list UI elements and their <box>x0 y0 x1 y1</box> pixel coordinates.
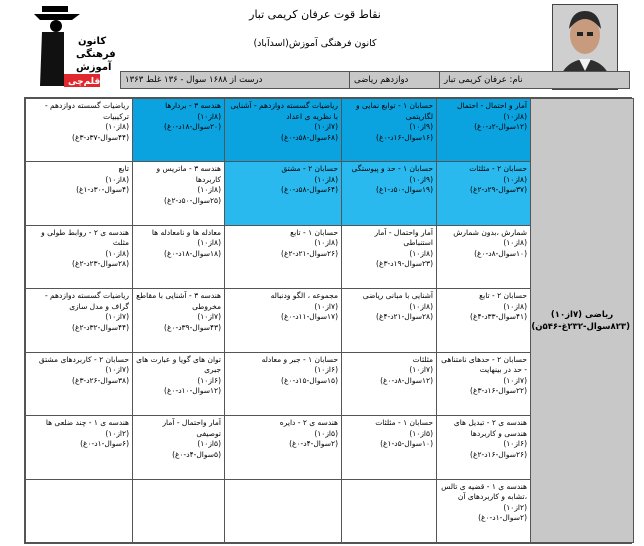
topic-level: (۸از۱۰) <box>197 238 221 248</box>
topic-cell <box>225 225 342 288</box>
topic-title: آمار و احتمال - احتمال <box>457 101 527 110</box>
topic-stats: (۲۳سوال-۱۹د-۳غ) <box>376 259 433 269</box>
topic-cell <box>26 479 133 542</box>
topic-title: ریاضیات گسسته دوازدهم - آشنایی با نظریه ی اعداد <box>230 101 338 121</box>
logo-line-2: فرهنگی <box>76 49 116 60</box>
topic-cell <box>225 479 342 542</box>
topic-level: (۷از۱۰) <box>409 365 433 375</box>
kanoon-logo <box>20 2 116 90</box>
topic-cell <box>437 352 531 415</box>
topic-cell <box>342 289 437 352</box>
topic-title: هندسه ۳ - آشنایی با مقاطع مخروطی <box>136 291 221 311</box>
topic-level: (۶از۱۰) <box>314 365 338 375</box>
topic-level: (۷از۱۰) <box>105 365 129 375</box>
topic-title: هندسه ۳ - بردارها <box>165 101 221 110</box>
topic-stats: (۴۴سوال-۳۷د-۳غ) <box>72 132 129 142</box>
topic-level: (۸از۱۰) <box>503 238 527 248</box>
topic-level: (۸از۱۰) <box>105 248 129 258</box>
topic-title: حسابان ۱ - تابع <box>290 227 338 237</box>
topic-cell <box>133 225 225 288</box>
topic-cell <box>342 416 437 479</box>
topic-level: (۸از۱۰) <box>409 248 433 258</box>
overall-stats: ۱۳۶۳ درست از ۱۶۸۸ سوال - ۱۳۶ غلط <box>125 75 263 85</box>
topic-cell <box>26 162 133 225</box>
topic-title: مثلثات <box>412 354 433 364</box>
topic-level: (۷از۱۰) <box>314 301 338 311</box>
topic-title: آمار واحتمال - آمار توصیفی <box>162 418 221 438</box>
topic-level: (۸از۱۰) <box>409 301 433 311</box>
topic-stats: (۲۵سوال-۵۰د-۲غ) <box>164 195 221 205</box>
topic-title: حسابان ۱ - حد و پیوستگی <box>351 164 433 174</box>
topic-stats: (۴۱سوال-۳۳د-۴غ) <box>470 312 527 322</box>
topic-level: (۸از۱۰) <box>105 174 129 184</box>
topic-stats: (۶۸سوال-۵۸د-۰غ) <box>281 132 338 142</box>
topic-stats: (۱۷سوال-۱۱د-۰غ) <box>281 312 338 322</box>
report-subtitle: کانون فرهنگی آموزش(اسدآباد) <box>253 38 377 49</box>
topic-cell <box>342 479 437 542</box>
topic-title: هندسه ی ۲ - تبدیل های هندسی و کاربردها <box>453 418 527 438</box>
student-grade: دوازدهم ریاضی <box>349 72 439 88</box>
topic-level: (۵از۱۰) <box>314 428 338 438</box>
topic-cell <box>26 225 133 288</box>
logo-line-1: کانون <box>78 36 107 47</box>
topic-cell <box>133 99 225 162</box>
topic-level: (۷از۱۰) <box>314 122 338 131</box>
subject-name: ریاضی (۷از۱۰) <box>550 309 614 320</box>
topic-stats: (۲۲سوال-۱۶د-۳غ) <box>470 386 527 396</box>
logo-line-4: قلم‌چی <box>68 77 101 87</box>
topic-title: آمار واحتمال - آمار استنباطی <box>374 227 433 248</box>
topic-level: (۸از۱۰) <box>314 174 338 184</box>
topic-stats: (۳۸سوال-۲۶د-۳غ) <box>72 375 129 385</box>
topic-title: شمارش ،بدون شمارش <box>453 227 527 237</box>
topic-cell <box>437 289 531 352</box>
topic-cell <box>26 289 133 352</box>
topic-level: (۶از۱۰) <box>503 439 527 449</box>
topic-stats: (۱۹سوال-۵۰د-۱غ) <box>376 185 433 195</box>
topic-stats: (۱۵سوال-۱۵د-۰غ) <box>281 375 338 385</box>
topic-stats: (۶۴سوال-۵۸د-۰غ) <box>281 185 338 195</box>
table-row <box>26 99 634 162</box>
topic-stats: (۲۸سوال-۲۳د-۲غ) <box>72 259 129 269</box>
topic-cell <box>26 352 133 415</box>
topic-title: هندسه ۳ - ماتریس و کاربردها <box>156 164 221 184</box>
topic-level: (۹از۱۰) <box>409 122 433 131</box>
strengths-table <box>25 98 634 543</box>
topic-level: (۹از۱۰) <box>409 174 433 184</box>
topic-level: (۶از۱۰) <box>197 375 221 385</box>
topic-cell <box>225 289 342 352</box>
topic-cell <box>342 352 437 415</box>
topic-title: ریاضیات گسسته دوازدهم - ترکیبیات <box>44 101 129 121</box>
topic-cell <box>133 479 225 542</box>
topic-stats: (۶سوال-۱د-۰غ) <box>80 439 129 449</box>
topic-cell <box>342 225 437 288</box>
topic-cell <box>437 99 531 162</box>
report-title: نقاط قوت عرفان کریمی تبار <box>249 8 381 21</box>
topic-cell <box>437 225 531 288</box>
topic-level: (۸از۱۰) <box>105 122 129 131</box>
topic-stats: (۴سوال-۳۰د-۱غ) <box>76 185 129 195</box>
topic-cell <box>133 289 225 352</box>
topic-stats: (۳۷سوال-۲۹د-۲غ) <box>470 185 527 195</box>
topic-stats: (۴۴سوال-۳۲د-۲غ) <box>72 322 129 332</box>
topic-level: (۸از۱۰) <box>197 111 221 121</box>
topic-cell <box>133 162 225 225</box>
topic-cell <box>26 416 133 479</box>
topic-title: حسابان ۲ - حدهای نامتناهی - حد در بینهایت <box>441 354 527 375</box>
topic-stats: (۲۶سوال-۱۶د-۲غ) <box>470 449 527 459</box>
topic-stats: (۵سوال-۴د-۰غ) <box>172 449 221 459</box>
student-name: نام: عرفان کریمی تبار <box>439 72 629 88</box>
topic-cell <box>225 352 342 415</box>
topic-cell <box>133 416 225 479</box>
topic-title: حسابان ۲ - مثلثات <box>469 164 527 174</box>
topic-stats: (۲۰سوال-۱۸د-۰غ) <box>164 122 221 131</box>
topic-level: (۸از۱۰) <box>503 111 527 121</box>
report-header <box>0 0 644 96</box>
topic-cell <box>225 416 342 479</box>
topic-level: (۲از۱۰) <box>503 502 527 512</box>
topic-cell <box>342 162 437 225</box>
strengths-grid <box>24 97 632 544</box>
topic-title: توان های گویا و عبارت های جبری <box>136 354 221 375</box>
topic-title: حسابان ۲ - مشتق <box>281 164 338 174</box>
topic-level: (۵از۱۰) <box>197 439 221 449</box>
topic-level: (۷از۱۰) <box>105 312 129 322</box>
topic-cell <box>133 352 225 415</box>
topic-stats: (۱۶سوال-۱۶د-۰غ) <box>376 132 433 142</box>
topic-stats: (۱۲سوال-۲د-۰غ) <box>474 122 527 131</box>
topic-level: (۸از۱۰) <box>314 238 338 248</box>
topic-stats: (۱۲سوال-۸د-۰غ) <box>380 375 433 385</box>
topic-title: هندسه ی ۲ - روابط طولی و مثلث <box>41 227 129 248</box>
topic-title: حسابان ۲ - کاربردهای مشتق <box>38 354 129 364</box>
topic-stats: (۲۸سوال-۲۱د-۴غ) <box>376 312 433 322</box>
topic-stats: (۱۰سوال-۸د-۰غ) <box>474 248 527 258</box>
topic-title: ریاضیات گسسته دوازدهم - گراف و مدل سازی <box>44 291 129 311</box>
topic-stats: (۱۰سوال-۵د-۱غ) <box>380 439 433 449</box>
student-info-row <box>120 71 630 89</box>
topic-title: هندسه ی ۲ - دایره <box>279 418 338 428</box>
topic-cell <box>437 416 531 479</box>
topic-title: تابع <box>118 164 129 174</box>
topic-level: (۸از۱۰) <box>503 174 527 184</box>
topic-level: (۲از۱۰) <box>105 428 129 438</box>
topic-level: (۷از۱۰) <box>197 312 221 322</box>
topic-cell <box>437 479 531 542</box>
logo-line-3: آموزش <box>76 62 112 73</box>
topic-title: حسابان ۱ - جبر و معادله <box>261 354 338 364</box>
topic-title: هندسه ی ۱ - قضیه ی تالس ،تشابه و کاربردهای آن <box>441 481 527 502</box>
topic-cell <box>342 99 437 162</box>
topic-title: آشنایی با مبانی ریاضی <box>362 291 433 301</box>
topic-stats: (۱۲سوال-۱۰د-۰غ) <box>164 386 221 396</box>
topic-stats: (۲سوال-۱د-۰غ) <box>478 513 527 523</box>
topic-level: (۵از۱۰) <box>409 428 433 438</box>
topic-stats: (۱۸سوال-۱۸د-۰غ) <box>164 248 221 258</box>
topic-cell <box>437 162 531 225</box>
topic-title: حسابان ۱ - مثلثات <box>375 418 433 428</box>
topic-stats: (۲سوال-۴د-۰غ) <box>289 439 338 449</box>
topic-cell <box>225 99 342 162</box>
topic-title: حسابان ۱ - توابع نمایی و لگاریتمی <box>356 101 433 121</box>
topic-title: هندسه ی ۱ - چند ضلعی ها <box>45 418 129 428</box>
topic-stats: (۲۶سوال-۲۱د-۲غ) <box>281 248 338 258</box>
topic-title: مجموعه ، الگو ودنباله <box>270 291 338 301</box>
topic-title: معادله ها و نامعادله ها <box>151 227 221 237</box>
topic-stats: (۴۳سوال-۳۹د-۰غ) <box>164 322 221 332</box>
topic-cell <box>26 99 133 162</box>
topic-level: (۸از۱۰) <box>503 301 527 311</box>
subject-cell <box>531 99 634 543</box>
topic-level: (۸از۱۰) <box>197 185 221 195</box>
topic-level: (۷از۱۰) <box>503 375 527 385</box>
subject-stats: (۸۲۳سوال-۲۳۲غ-۵۴۶ن) <box>531 321 630 332</box>
topic-title: حسابان ۲ - تابع <box>479 291 527 301</box>
topic-cell <box>225 162 342 225</box>
